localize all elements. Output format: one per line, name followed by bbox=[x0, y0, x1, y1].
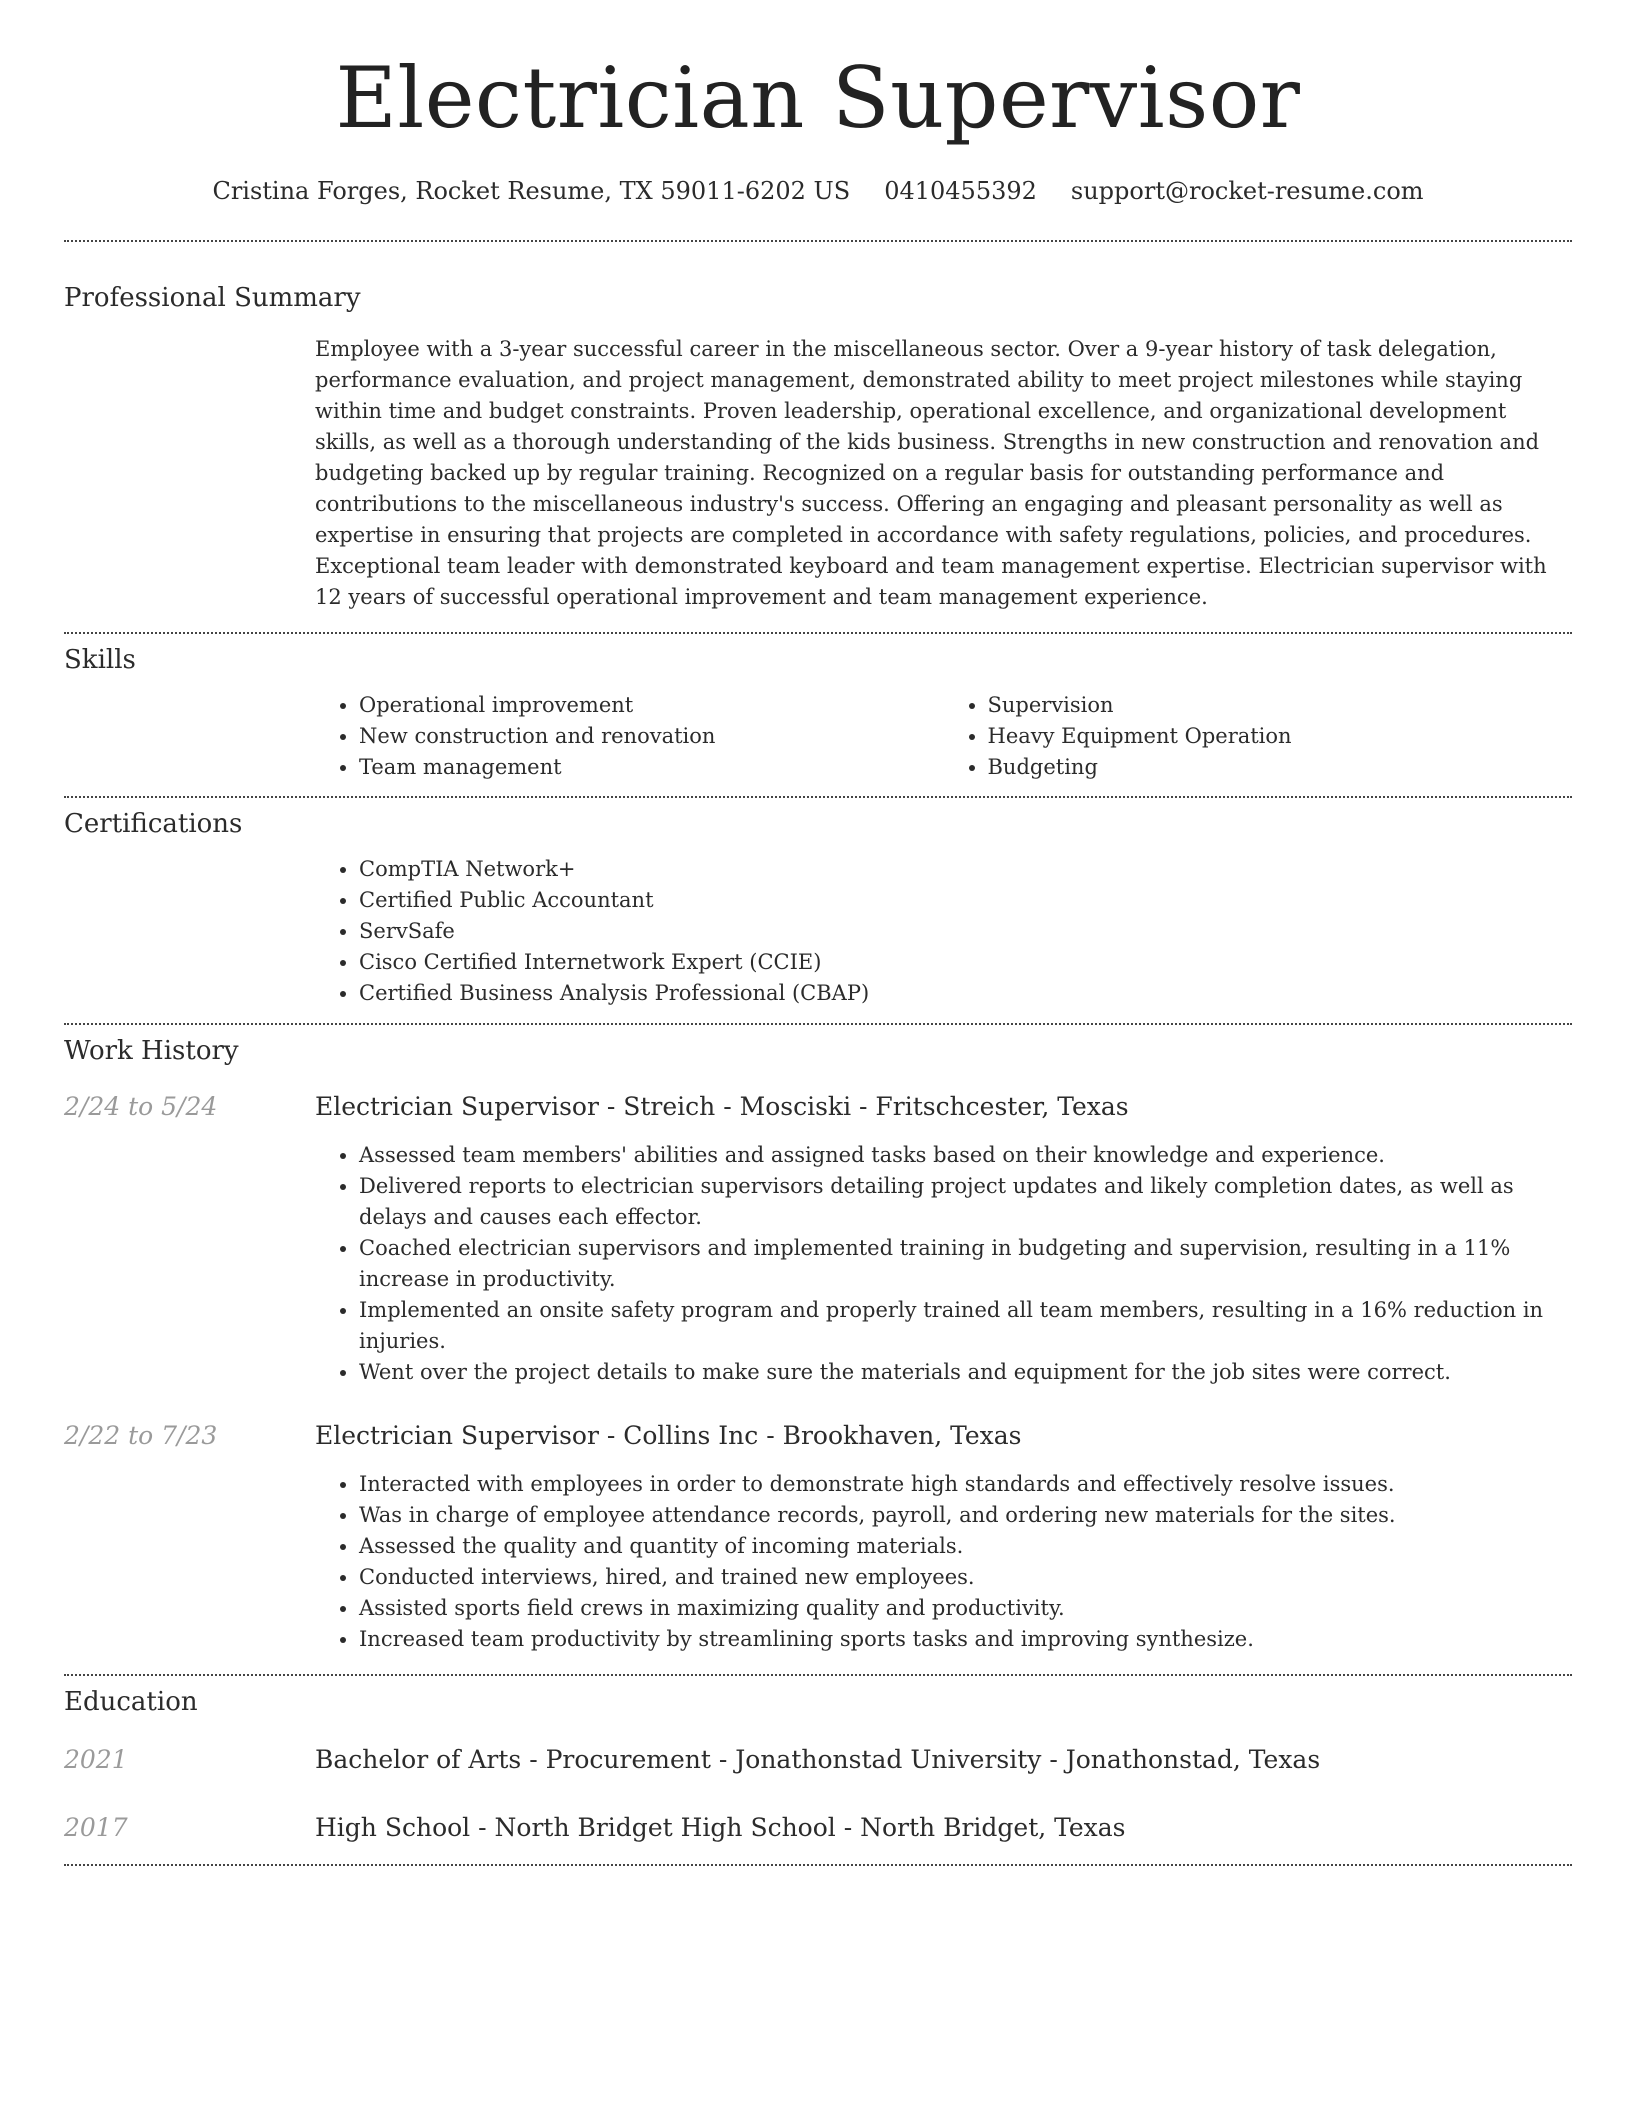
skill-item: • Budgeting bbox=[988, 752, 1573, 783]
certification-item: • Cisco Certified Internetwork Expert (CCIE) bbox=[359, 947, 1572, 978]
job-duty: • Implemented an onsite safety program and properly trained all team members, resulting in a 16% reduction in injuries. bbox=[359, 1295, 1572, 1357]
resume-header bbox=[64, 0, 1572, 206]
job-duty: • Interacted with employees in order to demonstrate high standards and effectively resolve issues. bbox=[359, 1469, 1572, 1500]
certifications-list bbox=[315, 854, 1572, 1009]
certification-item: • Certified Business Analysis Professional (CBAP) bbox=[359, 978, 1572, 1009]
education-degree: Bachelor of Arts - Procurement - Jonathonstad University - Jonathonstad, Texas bbox=[315, 1745, 1321, 1774]
certification-item: • ServSafe bbox=[359, 916, 1572, 947]
job-entry bbox=[64, 1420, 1572, 1655]
job-entry bbox=[64, 1091, 1572, 1388]
job-header bbox=[64, 1091, 1572, 1123]
skills-list bbox=[315, 690, 1572, 783]
work-history-heading: Work History bbox=[64, 1036, 239, 1066]
job-duty: • Was in charge of employee attendance records, payroll, and ordering new materials for the sites. bbox=[359, 1500, 1572, 1531]
contact-phone: 0410455392 bbox=[884, 177, 1037, 205]
section-divider bbox=[64, 1674, 1572, 1676]
job-title: Electrician Supervisor - Streich - Mosciski - Fritschcester, Texas bbox=[315, 1092, 1129, 1121]
skills-heading: Skills bbox=[64, 645, 136, 675]
job-duty: • Went over the project details to make sure the materials and equipment for the job sites were correct. bbox=[359, 1357, 1572, 1388]
summary-text: Employee with a 3-year successful career in the miscellaneous sector. Over a 9-year history of task delegation, performance evaluation, and project management, demonstrated ability to meet project milestones while staying within time and budget constraints. Proven leadership, operational excellence, and organizational development skills, as well as a thorough understanding of the kids business. Strengths in new construction and renovation and budgeting backed up by regular training. Recognized on a regular basis for outstanding performance and contributions to the miscellaneous industry's success. Offering an engaging and pleasant personality as well as expertise in ensuring that projects are completed in accordance with safety regulations, policies, and procedures. Exceptional team leader with demonstrated keyboard and team management expertise. Electrician supervisor with 12 years of successful operational improvement and team management experience. bbox=[315, 337, 1547, 609]
job-dates: 2/24 to 5/24 bbox=[64, 1092, 218, 1121]
job-duties bbox=[315, 1140, 1572, 1388]
skill-item: • Heavy Equipment Operation bbox=[988, 721, 1573, 752]
section-divider bbox=[64, 796, 1572, 798]
job-dates: 2/22 to 7/23 bbox=[64, 1421, 218, 1450]
skill-item: • Team management bbox=[359, 752, 944, 783]
section-divider bbox=[64, 1864, 1572, 1866]
job-duty: • Coached electrician supervisors and implemented training in budgeting and supervision, resulting in a 11% increase in productivity. bbox=[359, 1233, 1572, 1295]
skill-item: • Supervision bbox=[988, 690, 1573, 721]
education-year: 2021 bbox=[64, 1745, 128, 1774]
skill-item: • New construction and renovation bbox=[359, 721, 944, 752]
job-duties-list bbox=[315, 1140, 1572, 1388]
job-duty: • Delivered reports to electrician supervisors detailing project updates and likely completion dates, as well as delays and causes each effector. bbox=[359, 1171, 1572, 1233]
certifications-heading: Certifications bbox=[64, 809, 243, 839]
job-duty: • Assessed the quality and quantity of incoming materials. bbox=[359, 1531, 1572, 1562]
job-duty: • Assisted sports field crews in maximizing quality and productivity. bbox=[359, 1593, 1572, 1624]
job-header bbox=[64, 1420, 1572, 1452]
job-duties-list bbox=[315, 1469, 1572, 1655]
education-year: 2017 bbox=[64, 1813, 128, 1842]
job-duties bbox=[315, 1469, 1572, 1655]
resume-title: Electrician Supervisor bbox=[335, 49, 1301, 147]
certification-item: • Certified Public Accountant bbox=[359, 885, 1572, 916]
summary-body bbox=[315, 334, 1572, 613]
skill-item: • Operational improvement bbox=[359, 690, 944, 721]
skills-column-left bbox=[315, 690, 944, 783]
skills-column-right bbox=[944, 690, 1573, 783]
resume-page bbox=[64, 0, 1572, 1866]
section-divider bbox=[64, 632, 1572, 634]
certification-item: • CompTIA Network+ bbox=[359, 854, 1572, 885]
job-duty: • Conducted interviews, hired, and trained new employees. bbox=[359, 1562, 1572, 1593]
certifications-body bbox=[315, 854, 1572, 1009]
education-degree: High School - North Bridget High School - North Bridget, Texas bbox=[315, 1813, 1126, 1842]
section-divider bbox=[64, 1023, 1572, 1025]
contact-address: Cristina Forges, Rocket Resume, TX 59011-6202 US bbox=[212, 177, 851, 205]
job-title: Electrician Supervisor - Collins Inc - Brookhaven, Texas bbox=[315, 1421, 1022, 1450]
job-duty: • Assessed team members' abilities and assigned tasks based on their knowledge and experience. bbox=[359, 1140, 1572, 1171]
section-divider bbox=[64, 240, 1572, 242]
contact-info bbox=[64, 176, 1572, 206]
summary-heading: Professional Summary bbox=[64, 283, 361, 313]
education-heading: Education bbox=[64, 1687, 198, 1717]
education-entry bbox=[64, 1812, 1572, 1844]
contact-email: support@rocket-resume.com bbox=[1070, 177, 1424, 205]
job-duty: • Increased team productivity by streamlining sports tasks and improving synthesize. bbox=[359, 1624, 1572, 1655]
education-entry bbox=[64, 1744, 1572, 1776]
